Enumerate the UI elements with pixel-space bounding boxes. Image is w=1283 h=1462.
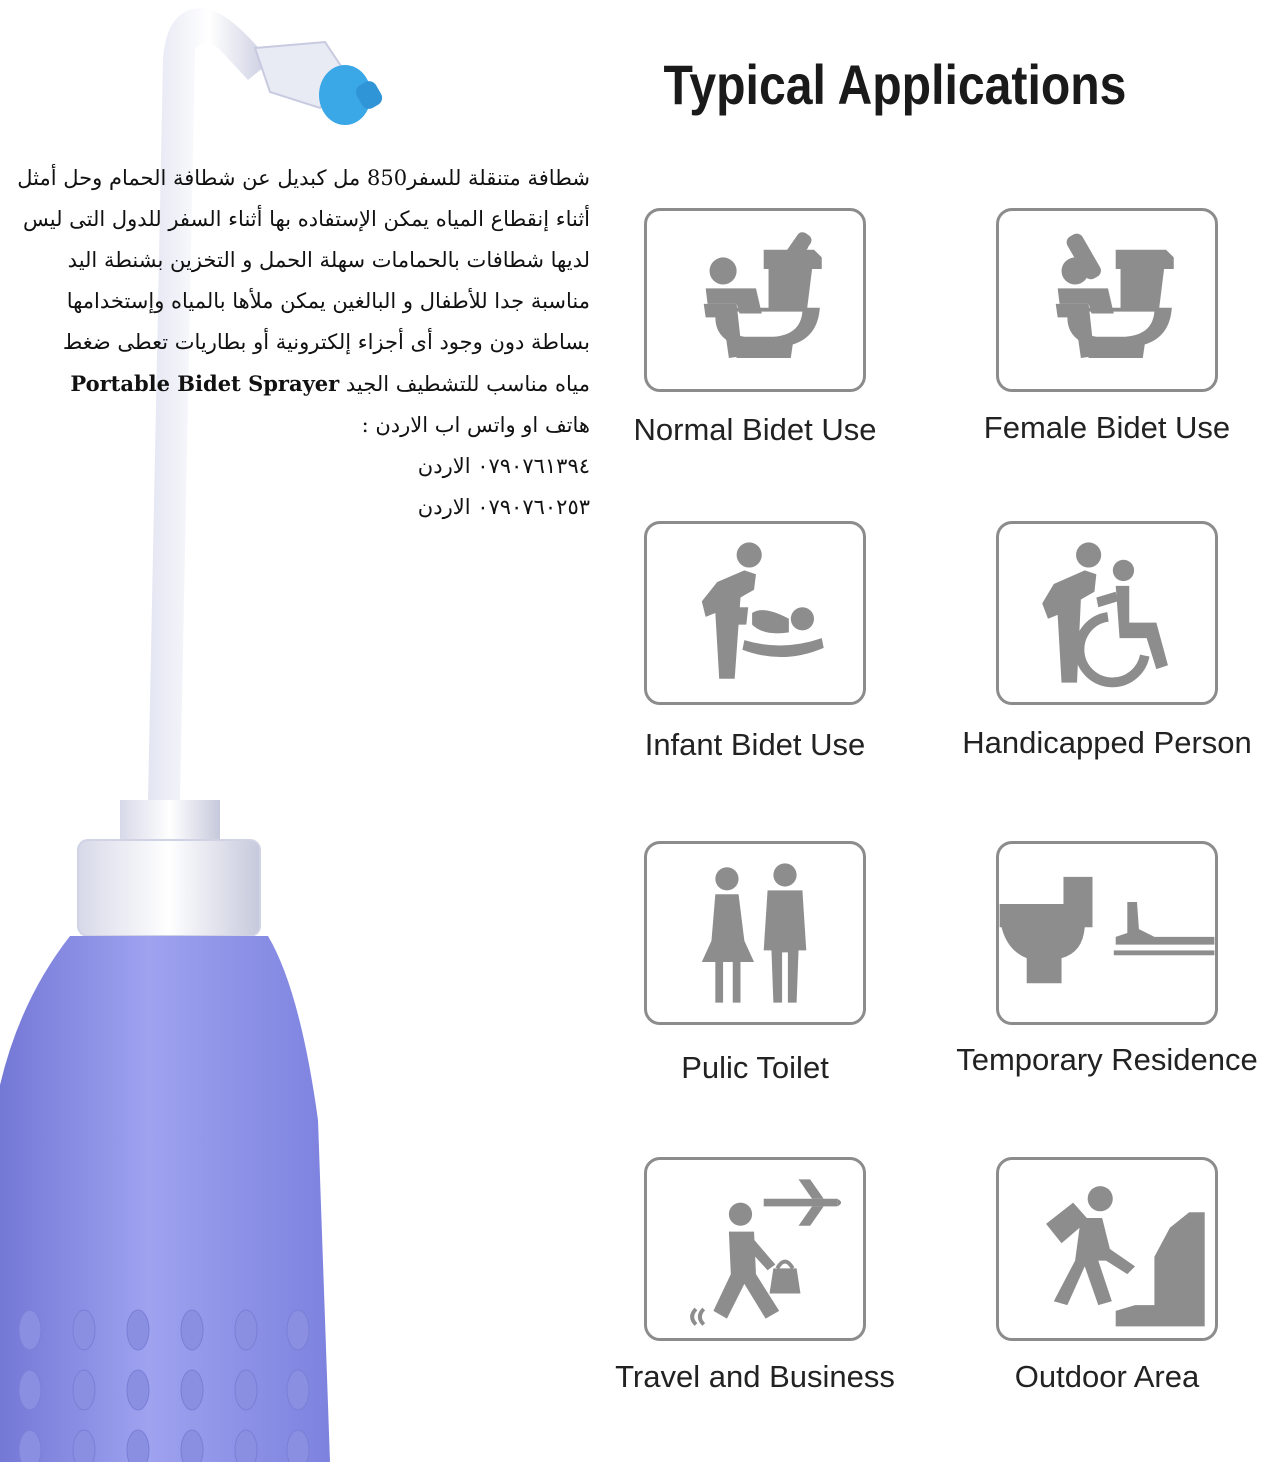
- description-line: أثناء إنقطاع المياه يمكن الإستفاده بها أثناء السفر للدول التى ليس: [22, 207, 590, 231]
- phone-number: ٠٧٩٠٧٦٠٢٥٣ الاردن: [417, 495, 590, 519]
- phone-number: ٠٧٩٠٧٦١٣٩٤ الاردن: [417, 454, 590, 478]
- page-title: Typical Applications: [663, 53, 1127, 116]
- normal-bidet-tile: [644, 208, 866, 392]
- product-name: Portable Bidet Sprayer: [70, 371, 340, 396]
- description-line: مياه مناسب للتشطيف الجيد: [345, 372, 590, 396]
- description-line-with-product: [30, 363, 590, 405]
- temporary-residence-tile: [996, 841, 1218, 1025]
- infant-bidet-icon: [647, 524, 863, 702]
- description-line: بساطة دون وجود أى أجزاء إلكترونية أو بطاريات تعطى ضغط: [62, 330, 590, 354]
- hiker-icon: [999, 1160, 1215, 1338]
- travel-label: Travel and Business: [615, 1359, 895, 1394]
- infant-bidet-label: Infant Bidet Use: [644, 727, 866, 762]
- outdoor-label: Outdoor Area: [1014, 1359, 1200, 1394]
- contact-label: هاتف او واتس اب الاردن :: [361, 413, 590, 437]
- infant-bidet-tile: [644, 521, 866, 705]
- traveler-airplane-icon: [647, 1160, 863, 1338]
- female-bidet-tile: [996, 208, 1218, 392]
- outdoor-tile: [996, 1157, 1218, 1341]
- description-line: مناسبة جدا للأطفال و البالغين يمكن ملأها بالمياه وإستخدامها: [66, 289, 590, 313]
- toilet-icon: [999, 844, 1215, 1022]
- handicapped-tile: [996, 521, 1218, 705]
- public-toilet-tile: [644, 841, 866, 1025]
- description-line: لديها شطافات بالحمامات سهلة الحمل و التخزين بشنطة اليد: [67, 248, 590, 272]
- normal-bidet-icon: [647, 211, 863, 389]
- female-bidet-label: Female Bidet Use: [983, 410, 1231, 445]
- wheelchair-icon: [999, 524, 1215, 702]
- travel-tile: [644, 1157, 866, 1341]
- product-description: [17, 158, 590, 528]
- public-toilet-label: Pulic Toilet: [681, 1050, 829, 1085]
- description-line: شطافة متنقلة للسفر850 مل كبديل عن شطافة الحمام وحل أمثل: [17, 166, 590, 190]
- normal-bidet-label: Normal Bidet Use: [633, 412, 877, 447]
- female-bidet-icon: [999, 211, 1215, 389]
- restroom-people-icon: [647, 844, 863, 1022]
- temporary-residence-label: Temporary Residence: [956, 1042, 1258, 1077]
- handicapped-label: Handicapped Person: [962, 725, 1252, 760]
